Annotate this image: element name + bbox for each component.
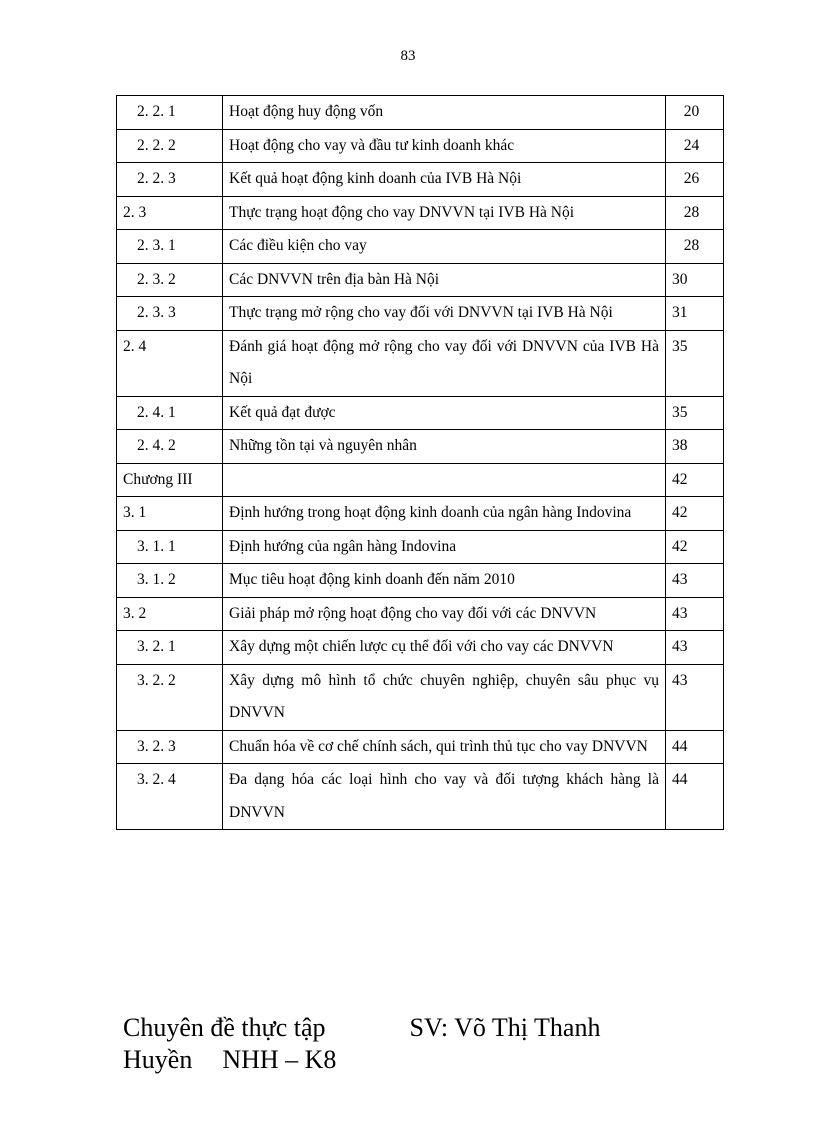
toc-page-number: 28 — [666, 196, 724, 230]
toc-section-number: 3. 1. 2 — [117, 564, 223, 598]
footer-student: SV: Võ Thị Thanh — [409, 1013, 601, 1042]
table-row — [117, 263, 724, 297]
table-row — [117, 664, 724, 730]
toc-section-number: 2. 4 — [117, 330, 223, 396]
toc-page-number: 28 — [666, 230, 724, 264]
toc-page-number: 43 — [666, 631, 724, 665]
toc-page-number: 42 — [666, 530, 724, 564]
table-row — [117, 396, 724, 430]
toc-section-number: 2. 3 — [117, 196, 223, 230]
table-row — [117, 163, 724, 197]
toc-section-number: 3. 2. 2 — [117, 664, 223, 730]
toc-section-number: 2. 2. 3 — [117, 163, 223, 197]
table-row — [117, 597, 724, 631]
toc-section-number: 2. 4. 2 — [117, 430, 223, 464]
toc-section-number: 2. 2. 1 — [117, 96, 223, 130]
page-number: 83 — [400, 48, 416, 64]
toc-page-number: 43 — [666, 664, 724, 730]
table-row — [117, 430, 724, 464]
footer-topic: Chuyên đề thực tập — [123, 1013, 326, 1042]
toc-page-number: 44 — [666, 764, 724, 830]
toc-page-number: 26 — [666, 163, 724, 197]
toc-page-number: 43 — [666, 597, 724, 631]
table-row — [117, 730, 724, 764]
table-of-contents — [116, 95, 724, 830]
footer-student-cont: Huyền — [123, 1045, 193, 1074]
footer-class: NHH – K8 — [222, 1045, 337, 1074]
toc-section-number: 2. 2. 2 — [117, 129, 223, 163]
footer — [123, 1012, 600, 1076]
table-row — [117, 497, 724, 531]
toc-section-title — [223, 463, 666, 497]
toc-page-number: 43 — [666, 564, 724, 598]
toc-section-number: 2. 3. 3 — [117, 297, 223, 331]
table-row — [117, 330, 724, 396]
toc-section-title: Đa dạng hóa các loại hình cho vay và đối tượng khách hàng là DNVVN — [223, 764, 666, 830]
table-row — [117, 96, 724, 130]
toc-section-number: 3. 2 — [117, 597, 223, 631]
table-row — [117, 530, 724, 564]
toc-section-title: Thực trạng mở rộng cho vay đối với DNVVN tại IVB Hà Nội — [223, 297, 666, 331]
toc-section-number: 3. 1 — [117, 497, 223, 531]
toc-section-title: Các DNVVN trên địa bàn Hà Nội — [223, 263, 666, 297]
toc-section-title: Giải pháp mở rộng hoạt động cho vay đối với các DNVVN — [223, 597, 666, 631]
table-row — [117, 631, 724, 665]
toc-page-number: 42 — [666, 497, 724, 531]
table-row — [117, 129, 724, 163]
toc-section-title: Các điều kiện cho vay — [223, 230, 666, 264]
toc-section-title: Kết quả hoạt động kinh doanh của IVB Hà Nội — [223, 163, 666, 197]
toc-section-number: 3. 2. 1 — [117, 631, 223, 665]
toc-page-number: 42 — [666, 463, 724, 497]
toc-section-title: Mục tiêu hoạt động kinh doanh đến năm 2010 — [223, 564, 666, 598]
table-row — [117, 463, 724, 497]
table-row — [117, 230, 724, 264]
toc-section-number: 2. 3. 2 — [117, 263, 223, 297]
table-row — [117, 196, 724, 230]
table-row — [117, 764, 724, 830]
toc-page-number: 31 — [666, 297, 724, 331]
toc-page-number: 35 — [666, 396, 724, 430]
toc-section-number: 3. 2. 3 — [117, 730, 223, 764]
toc-section-title: Đánh giá hoạt động mở rộng cho vay đối với DNVVN của IVB Hà Nội — [223, 330, 666, 396]
toc-section-title: Những tồn tại và nguyên nhân — [223, 430, 666, 464]
toc-page-number: 38 — [666, 430, 724, 464]
toc-page-number: 30 — [666, 263, 724, 297]
toc-section-title: Định hướng trong hoạt động kinh doanh của ngân hàng Indovina — [223, 497, 666, 531]
toc-section-number: 2. 3. 1 — [117, 230, 223, 264]
toc-section-title: Chuẩn hóa về cơ chế chính sách, qui trình thủ tục cho vay DNVVN — [223, 730, 666, 764]
toc-page-number: 20 — [666, 96, 724, 130]
toc-section-number: 3. 2. 4 — [117, 764, 223, 830]
toc-section-title: Hoạt động cho vay và đầu tư kinh doanh khác — [223, 129, 666, 163]
toc-section-title: Định hướng của ngân hàng Indovina — [223, 530, 666, 564]
toc-section-number: 3. 1. 1 — [117, 530, 223, 564]
toc-section-title: Xây dựng mô hình tổ chức chuyên nghiệp, chuyên sâu phục vụ DNVVN — [223, 664, 666, 730]
table-row — [117, 564, 724, 598]
toc-page-number: 35 — [666, 330, 724, 396]
toc-section-title: Kết quả đạt được — [223, 396, 666, 430]
toc-section-title: Xây dựng một chiến lược cụ thể đối với cho vay các DNVVN — [223, 631, 666, 665]
toc-section-number: 2. 4. 1 — [117, 396, 223, 430]
toc-section-number: Chương III — [117, 463, 223, 497]
table-row — [117, 297, 724, 331]
toc-section-title: Thực trạng hoạt động cho vay DNVVN tại IVB Hà Nội — [223, 196, 666, 230]
toc-section-title: Hoạt động huy động vốn — [223, 96, 666, 130]
toc-page-number: 44 — [666, 730, 724, 764]
toc-page-number: 24 — [666, 129, 724, 163]
